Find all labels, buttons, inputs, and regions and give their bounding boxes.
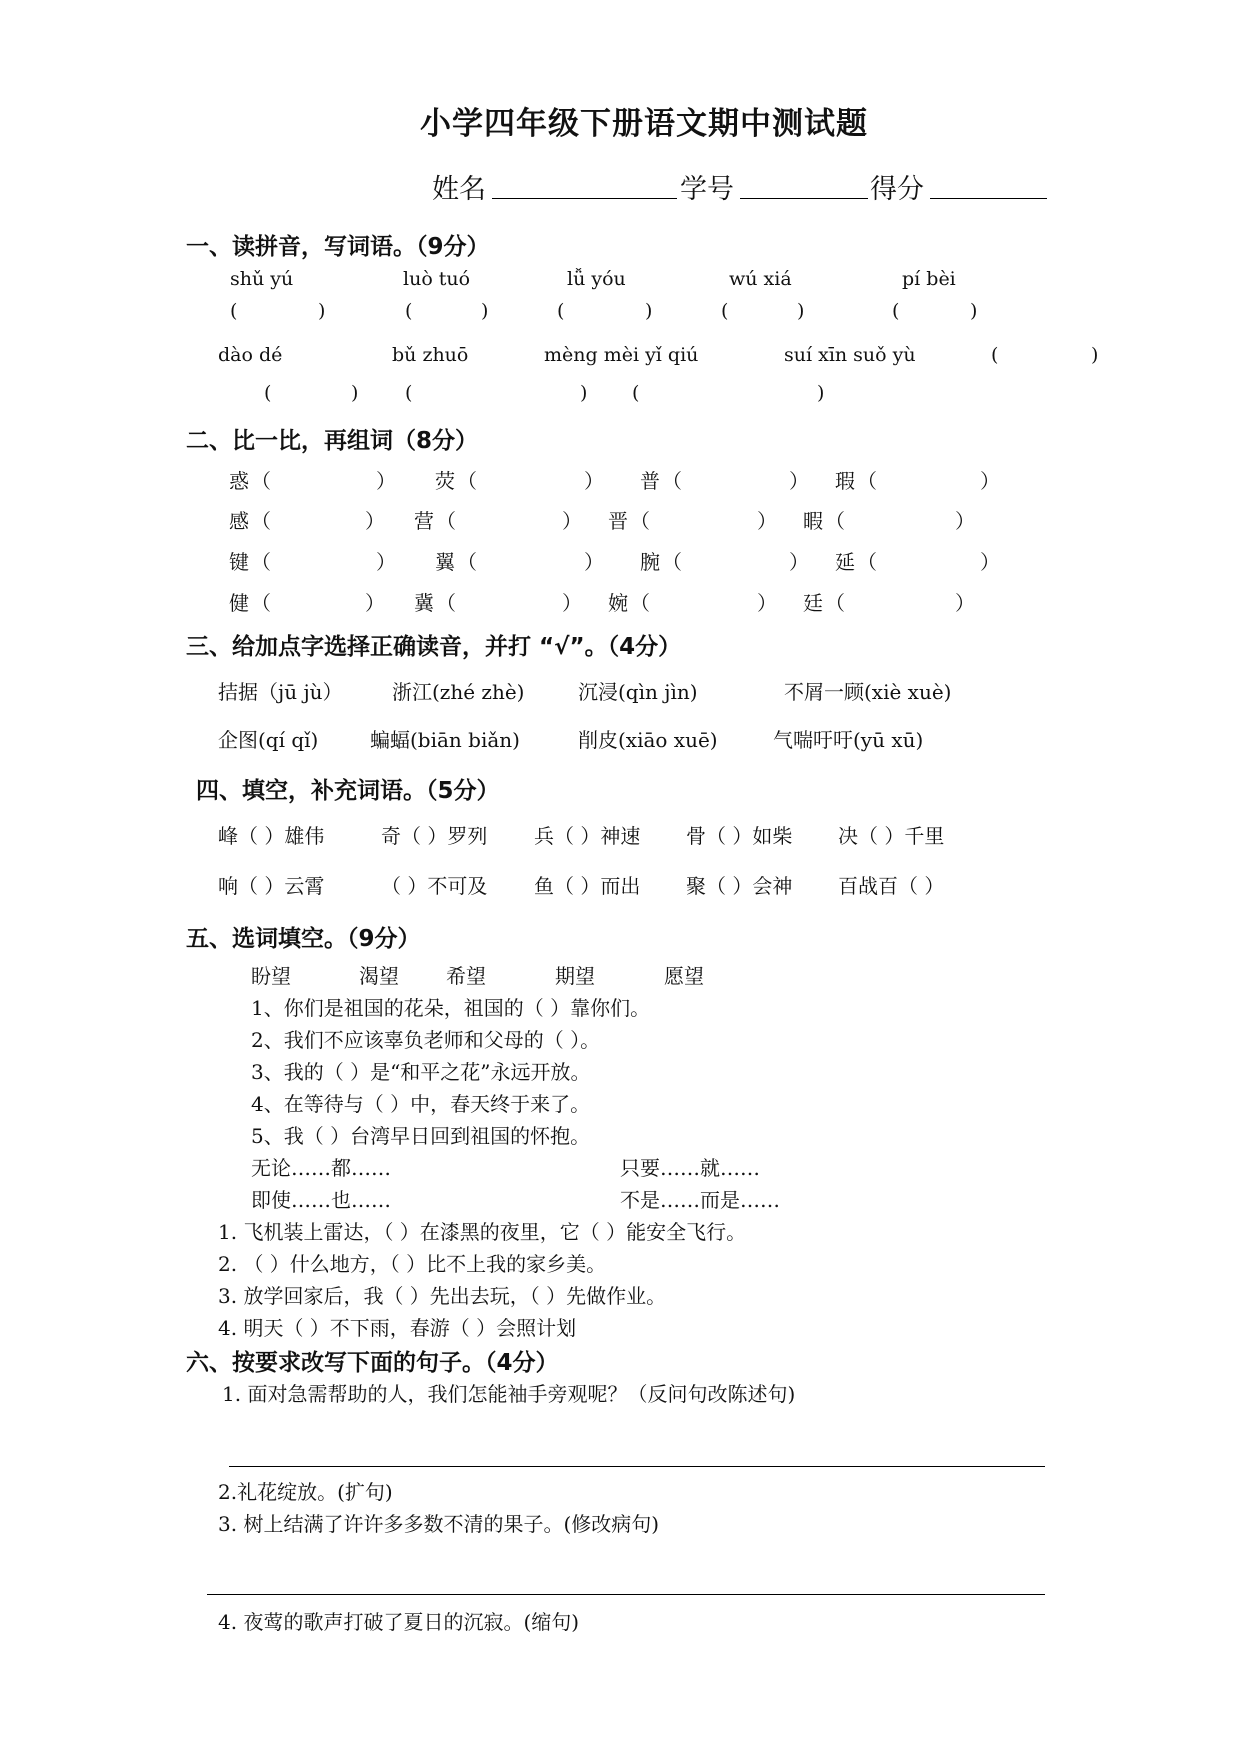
answer-blank-close: ） [955,591,975,615]
answer-blank-close: ) [645,300,653,322]
fill-sentence: 3、我的（ ）是“和平之花”永远开放。 [251,1060,591,1084]
answer-blank-close: ） [584,550,604,574]
conjunction-option: 无论……都…… [251,1156,391,1180]
compare-char: 冀 [414,591,434,615]
section-1-heading: 一、读拼音，写词语。（9分） [186,234,490,260]
compare-char: 健 [229,591,249,615]
pronunciation-choice: 气喘吁吁(yū xū) [773,728,924,752]
answer-blank-open: （ [251,469,271,493]
answer-blank-close: ） [789,469,809,493]
compare-char: 翼 [435,550,455,574]
pinyin: dào dé [218,344,283,366]
word-option: 渴望 [359,964,399,988]
answer-blank-open: ( [405,300,413,322]
name-field[interactable] [492,198,677,199]
pinyin: lǚ yóu [567,268,626,290]
name-label: 姓名 [432,174,486,205]
answer-blank-close: ) [351,382,359,404]
answer-blank-open: （ [251,550,271,574]
answer-blank-close: ) [580,382,588,404]
answer-blank-open: （ [825,591,845,615]
compare-char: 感 [229,509,249,533]
answer-blank-open: （ [825,509,845,533]
answer-blank-open: ( [721,300,729,322]
answer-blank-close: ） [584,469,604,493]
compare-char: 普 [640,469,660,493]
student-number-field[interactable] [740,198,868,199]
student-number-label: 学号 [680,174,734,205]
compare-char: 延 [835,550,855,574]
answer-blank-close: ） [980,469,1000,493]
conjunction-option: 不是……而是…… [620,1188,780,1212]
answer-line[interactable] [229,1466,1045,1467]
answer-blank-open: （ [630,591,650,615]
word-option: 期望 [555,964,595,988]
answer-blank-open: （ [662,469,682,493]
rewrite-question: 4. 夜莺的歌声打破了夏日的沉寂。(缩句) [218,1610,580,1634]
page-title: 小学四年级下册语文期中测试题 [420,106,868,142]
compare-char: 键 [229,550,249,574]
compare-char: 荧 [435,469,455,493]
fill-sentence: 2、我们不应该辜负老师和父母的（ ）。 [251,1028,601,1052]
answer-blank-close: ） [376,550,396,574]
compare-char: 惑 [229,469,249,493]
answer-blank-open: ( [230,300,238,322]
compare-char: 瑕 [835,469,855,493]
pronunciation-choice: 企图(qí qǐ) [218,728,319,752]
answer-blank-open: （ [457,550,477,574]
fill-sentence: 1. 飞机装上雷达，（ ）在漆黑的夜里，它（ ）能安全飞行。 [218,1220,747,1244]
answer-blank-open: ( [892,300,900,322]
answer-blank-open: （ [457,469,477,493]
idiom-blank: 鱼（ ）而出 [534,874,641,898]
answer-blank-close: ） [365,509,385,533]
answer-blank-open: （ [857,550,877,574]
answer-blank-close: ） [955,509,975,533]
answer-blank-close: ） [980,550,1000,574]
answer-blank-close: ） [562,509,582,533]
word-option: 希望 [446,964,486,988]
pinyin: mèng mèi yǐ qiú [544,344,699,366]
answer-line[interactable] [207,1594,1045,1595]
fill-sentence: 4. 明天（ ）不下雨，春游（ ）会照计划 [218,1316,577,1340]
pinyin: bǔ zhuō [392,344,469,366]
idiom-blank: 聚（ ）会神 [686,874,793,898]
answer-blank-open: （ [251,591,271,615]
pinyin: shǔ yú [230,268,294,290]
pronunciation-choice: 蝙蝠(biān biǎn) [370,728,520,752]
answer-blank-close: ) [797,300,805,322]
conjunction-option: 即使……也…… [251,1188,391,1212]
answer-blank-open: ( [632,382,640,404]
pinyin: wú xiá [729,268,792,290]
pronunciation-choice: 不屑一顾(xiè xuè) [784,680,952,704]
answer-blank-close: ) [481,300,489,322]
answer-blank-open: ( [264,382,272,404]
pronunciation-choice: 沉浸(qìn jìn) [578,680,698,704]
answer-blank-open: ( [991,344,999,366]
pinyin: luò tuó [403,268,471,290]
answer-blank-close: ) [1091,344,1099,366]
idiom-blank: 奇（ ）罗列 [381,824,488,848]
idiom-blank: 百战百（ ） [838,874,945,898]
answer-blank-close: ) [318,300,326,322]
pronunciation-choice: 削皮(xiāo xuē) [578,728,718,752]
pronunciation-choice: 拮据（jū jù） [218,680,343,704]
answer-blank-open: （ [436,509,456,533]
idiom-blank: 决（ ）千里 [838,824,945,848]
compare-char: 腕 [640,550,660,574]
idiom-blank: 骨（ ）如柴 [686,824,793,848]
section-3-heading: 三、给加点字选择正确读音，并打 “√”。（4分） [186,634,682,660]
rewrite-question: 2.礼花绽放。(扩句) [218,1480,393,1504]
answer-blank-open: ( [557,300,565,322]
compare-char: 营 [414,509,434,533]
word-option: 愿望 [664,964,704,988]
compare-char: 廷 [803,591,823,615]
rewrite-question: 1. 面对急需帮助的人，我们怎能袖手旁观呢？（反问句改陈述句) [222,1382,796,1406]
answer-blank-close: ) [970,300,978,322]
fill-sentence: 3. 放学回家后，我（ ）先出去玩，（ ）先做作业。 [218,1284,667,1308]
idiom-blank: 兵（ ）神速 [534,824,641,848]
answer-blank-open: （ [436,591,456,615]
fill-sentence: 4、在等待与（ ）中，春天终于来了。 [251,1092,591,1116]
idiom-blank: （ ）不可及 [381,874,488,898]
answer-blank-open: （ [857,469,877,493]
compare-char: 婉 [608,591,628,615]
section-6-heading: 六、按要求改写下面的句子。（4分） [186,1350,559,1376]
score-label: 得分 [870,174,924,205]
fill-sentence: 2. （ ）什么地方，（ ）比不上我的家乡美。 [218,1252,607,1276]
answer-blank-close: ） [365,591,385,615]
compare-char: 晋 [608,509,628,533]
idiom-blank: 峰（ ）雄伟 [218,824,325,848]
word-option: 盼望 [251,964,291,988]
fill-sentence: 1、你们是祖国的花朵，祖国的（ ）靠你们。 [251,996,651,1020]
fill-sentence: 5、我（ ）台湾早日回到祖国的怀抱。 [251,1124,591,1148]
pinyin: suí xīn suǒ yù [784,344,916,366]
compare-char: 暇 [803,509,823,533]
answer-blank-open: （ [662,550,682,574]
answer-blank-close: ) [817,382,825,404]
answer-blank-close: ） [376,469,396,493]
answer-blank-close: ） [757,591,777,615]
answer-blank-close: ） [757,509,777,533]
score-field[interactable] [930,198,1047,199]
pronunciation-choice: 浙江(zhé zhè) [392,680,525,704]
section-4-heading: 四、填空，补充词语。（5分） [196,778,500,804]
section-5-heading: 五、选词填空。（9分） [186,926,421,952]
section-2-heading: 二、比一比，再组词（8分） [186,428,479,454]
answer-blank-open: （ [251,509,271,533]
conjunction-option: 只要……就…… [620,1156,760,1180]
answer-blank-open: ( [405,382,413,404]
pinyin: pí bèi [902,268,956,290]
answer-blank-open: （ [630,509,650,533]
answer-blank-close: ） [789,550,809,574]
rewrite-question: 3. 树上结满了许许多多数不清的果子。(修改病句) [218,1512,660,1536]
answer-blank-close: ） [562,591,582,615]
idiom-blank: 响（ ）云霄 [218,874,325,898]
